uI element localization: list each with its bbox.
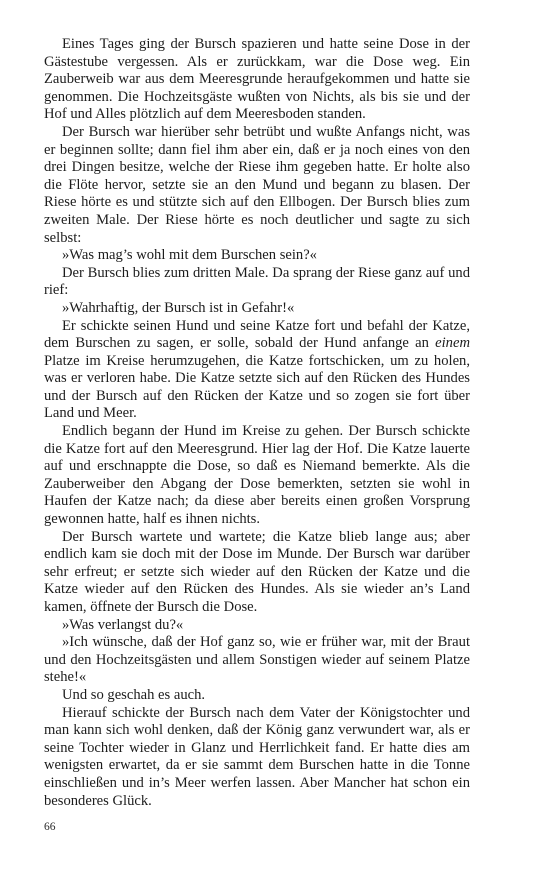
page-number: 66 — [44, 821, 56, 833]
paragraph: Eines Tages ging der Bursch spazieren und hatte seine Dose in der Gästestube vergessen. Als er zurückkam, war die Dose weg. Ein Zauberweib war aus dem Meeresgrunde heraufgekommen und hatte sie genommen. Die Hochzeitsgäste wußten von Nichts, als bis sie und der Hof und Alles plötzlich auf dem Meeresboden standen. — [44, 36, 470, 123]
paragraph: Der Bursch wartete und wartete; die Katze blieb lange aus; aber endlich kam sie doch mit der Dose im Munde. Der Bursch war darüber sehr erfreut; er setzte sich wieder auf den Rücken der Katze und die Katze wieder auf den Rücken des Hundes. Als sie wieder an’s Land kamen, öffnete der Bursch die Dose. — [44, 528, 470, 615]
paragraph-text-after: Platze im Kreise herumzugehen, die Katze fortschicken, um zu holen, was er verloren habe. Die Katze setzte sich auf den Rücken des Hundes und der Bursch auf den Rücken der Katze und so zogen sie fort über Land und Meer. — [44, 352, 470, 422]
body-text — [44, 36, 470, 810]
paragraph: Hierauf schickte der Bursch nach dem Vater der Königstochter und man kann sich wohl denken, daß der König ganz verwundert war, als er seine Tochter wieder in Glanz und Herrlichkeit fand. Er hatte dies am wenigsten erwartet, da er sie sammt dem Burschen hatte in die Tonne einschließen und in’s Meer werfen lassen. Aber Mancher hat schon ein besonderes Glück. — [44, 704, 470, 809]
paragraph: »Wahrhaftig, der Bursch ist in Gefahr!« — [62, 299, 295, 316]
paragraph: Endlich begann der Hund im Kreise zu gehen. Der Bursch schickte die Katze fort auf den Meeresgrund. Hier lag der Hof. Die Katze lauerte auf und erschnappte die Dose, so daß es Niemand bemerkte. Als die Zauberweiber den Abgang der Dose bemerkten, setzten sie wohl in Haufen der Katze nach; da diese aber bereits einen großen Vorsprung gewonnen hatte, half es ihnen nichts. — [44, 423, 470, 528]
paragraph-text-before: Er schickte seinen Hund und seine Katze fort und befahl der Katze, dem Burschen zu sagen, er solle, sobald der Hund anfange an — [44, 317, 470, 352]
paragraph: »Was mag’s wohl mit dem Burschen sein?« — [62, 247, 317, 264]
paragraph: Und so geschah es auch. — [62, 686, 206, 703]
paragraph: Der Bursch war hierüber sehr betrübt und wußte Anfangs nicht, was er beginnen sollte; dann fiel ihm aber ein, daß er ja noch eines von den drei Dingen besitze, welche der Riese ihm gegeben hatte. Er holte also die Flöte hervor, setzte sie an den Mund und begann zu blasen. Der Riese hörte es und stützte sich auf den Ellbogen. Der Bursch blies zum zweiten Male. Der Riese hörte es noch deutlicher und sagte zu sich selbst: — [44, 123, 470, 246]
paragraph-with-emphasis — [44, 318, 470, 424]
paragraph: »Ich wünsche, daß der Hof ganz so, wie er früher war, mit der Braut und den Hochzeitsgästen und allem Sonstigen wieder auf seinem Platze stehe!« — [44, 634, 470, 686]
paragraph: »Was verlangst du?« — [62, 616, 184, 633]
emphasized-word: einem — [435, 335, 470, 352]
paragraph: Der Bursch blies zum dritten Male. Da sprang der Riese ganz auf und rief: — [44, 264, 470, 299]
